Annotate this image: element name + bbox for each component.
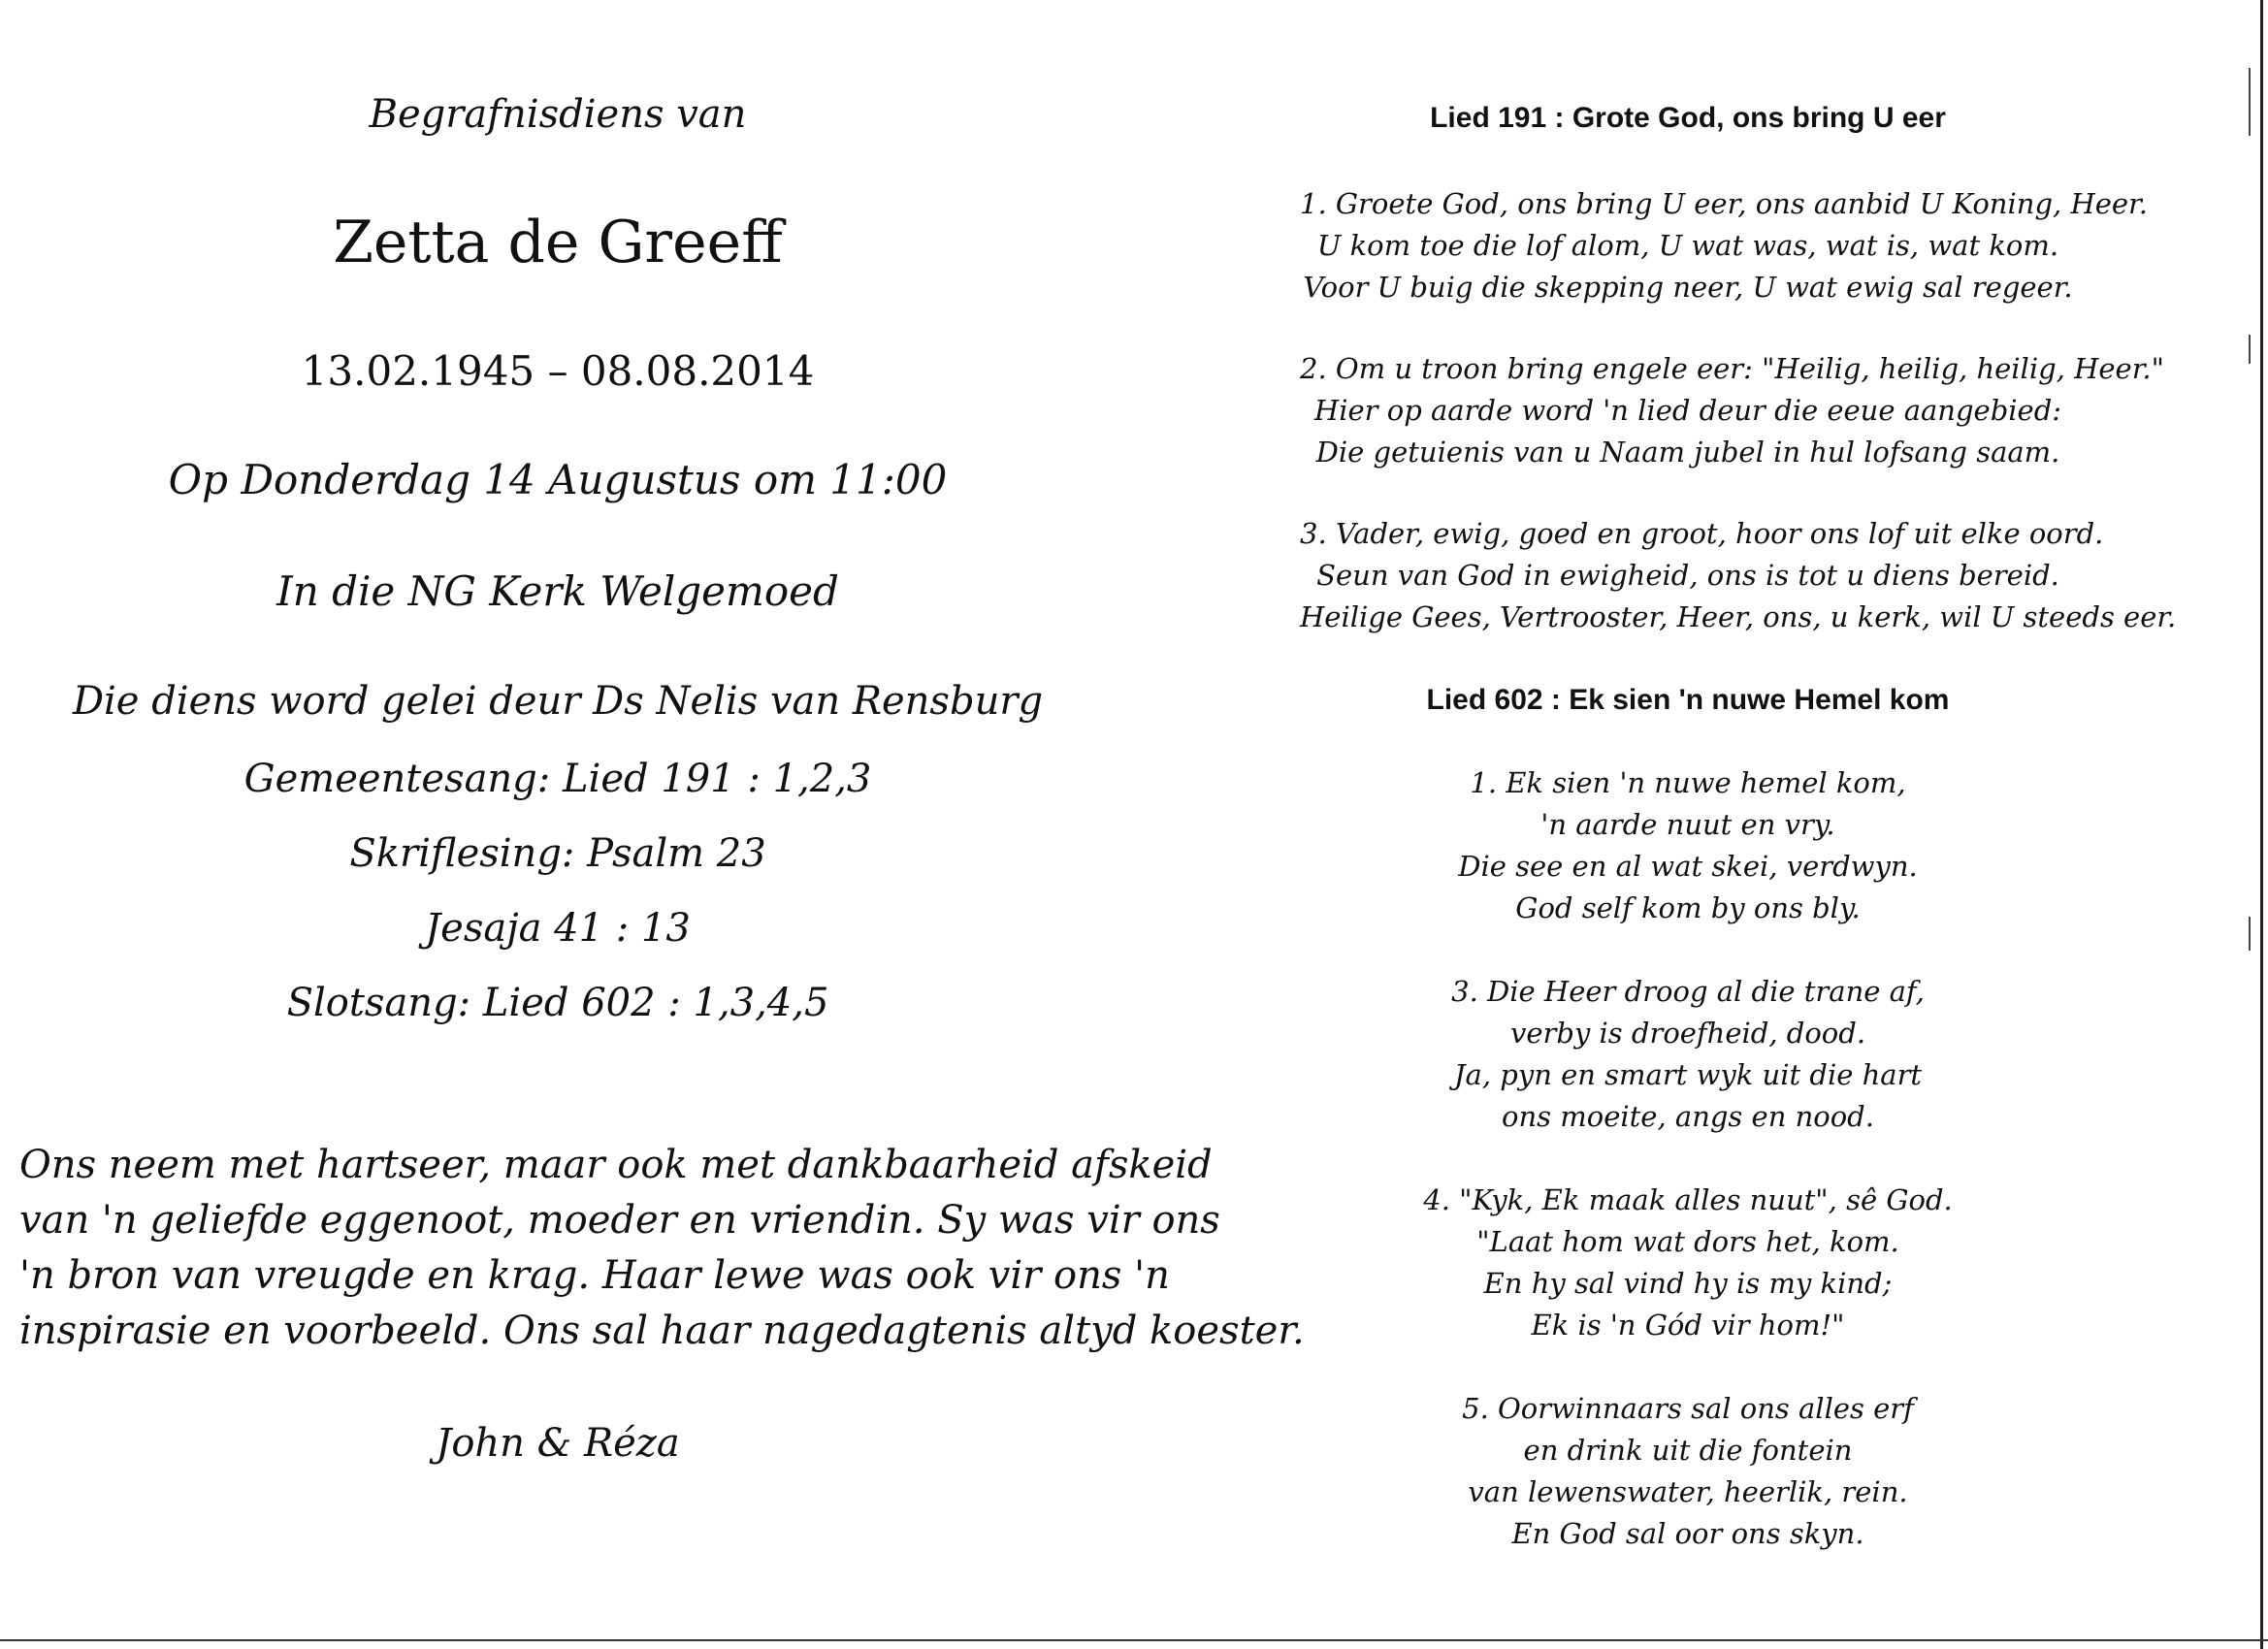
intro-heading: Begrafnisdiens van xyxy=(369,92,747,137)
hymn-verse-line: 1. Ek sien 'n nuwe hemel kom, xyxy=(1470,766,1906,799)
tribute-line: van 'n geliefde eggenoot, moeder en vriendin. Sy was vir ons xyxy=(19,1198,1220,1243)
hymn-verse-line: ons moeite, angs en nood. xyxy=(1502,1100,1874,1133)
hymn-verse-line: U kom toe die lof alom, U wat was, wat is, wat kom. xyxy=(1316,229,2059,262)
hymn-verse-line: En God sal oor ons skyn. xyxy=(1511,1517,1864,1550)
programme-item: Skriflesing: Psalm 23 xyxy=(349,831,766,876)
hymn-verse-line: 1. Groete God, ons bring U eer, ons aanbid U Koning, Heer. xyxy=(1300,187,2148,220)
hymn-verse-line: God self kom by ons bly. xyxy=(1515,891,1861,924)
service-date-time: Op Donderdag 14 Augustus om 11:00 xyxy=(168,456,948,503)
tribute-line: Ons neem met hartseer, maar ook met dankbaarheid afskeid xyxy=(19,1143,1213,1187)
hymn-verse-line: Ja, pyn en smart wyk uit die hart xyxy=(1453,1058,1923,1091)
hymn-verse-line: van lewenswater, heerlik, rein. xyxy=(1468,1475,1908,1508)
programme-item: Slotsang: Lied 602 : 1,3,4,5 xyxy=(286,981,829,1025)
hymn-verse-line: 3. Die Heer droog al die trane af, xyxy=(1451,975,1925,1008)
deceased-name: Zetta de Greeff xyxy=(333,209,783,276)
hymns-column xyxy=(1300,0,2177,1639)
service-location: In die NG Kerk Welgemoed xyxy=(276,567,839,615)
edge-mark xyxy=(2249,917,2251,951)
hymn-title: Lied 602 : Ek sien 'n nuwe Hemel kom xyxy=(1426,684,1950,716)
hymn-verse-line: Voor U buig die skepping neer, U wat ewig sal regeer. xyxy=(1303,271,2073,304)
programme-item: Jesaja 41 : 13 xyxy=(425,906,691,951)
hymn-verse-line: 4. "Kyk, Ek maak alles nuut", sê God. xyxy=(1423,1183,1953,1216)
page-edge-right xyxy=(2260,0,2263,1649)
hymn-verse-line: Seun van God in ewigheid, ons is tot u diens bereid. xyxy=(1316,559,2059,592)
hymn-verse-line: Die see en al wat skei, verdwyn. xyxy=(1458,850,1918,883)
hymn-verse-line: "Laat hom wat dors het, kom. xyxy=(1476,1225,1899,1258)
hymn-verse-line: 3. Vader, ewig, goed en groot, hoor ons lof uit elke oord. xyxy=(1300,517,2104,550)
signature: John & Réza xyxy=(436,1421,680,1466)
hymn-verse-line: Ek is 'n Gód vir hom!" xyxy=(1531,1309,1845,1342)
edge-mark xyxy=(2249,68,2251,136)
hymn-verse-line: 'n aarde nuut en vry. xyxy=(1540,808,1835,841)
hymn-verse-line: Hier op aarde word 'n lied deur die eeue aangebied: xyxy=(1313,394,2062,427)
tribute-line: inspirasie en voorbeeld. Ons sal haar nagedagtenis altyd koester. xyxy=(19,1309,1305,1353)
hymn-verse-line: en drink uit die fontein xyxy=(1523,1434,1853,1467)
hymn-verse-line: verby is droefheid, dood. xyxy=(1509,1017,1866,1050)
edge-mark xyxy=(2249,335,2251,364)
page-edge-bottom xyxy=(0,1639,2268,1641)
hymn-verse-line: 5. Oorwinnaars sal ons alles erf xyxy=(1462,1392,1914,1425)
service-details-column xyxy=(19,0,1305,1639)
tribute-line: 'n bron van vreugde en krag. Haar lewe was ook vir ons 'n xyxy=(19,1253,1170,1298)
hymn-verse-line: Die getuienis van u Naam jubel in hul lofsang saam. xyxy=(1315,436,2060,469)
hymn-verse-line: En hy sal vind hy is my kind; xyxy=(1483,1267,1893,1300)
life-dates: 13.02.1945 – 08.08.2014 xyxy=(301,347,815,395)
service-leader: Die diens word gelei deur Ds Nelis van Rensburg xyxy=(72,679,1044,724)
hymn-verse-line: Heilige Gees, Vertrooster, Heer, ons, u kerk, wil U steeds eer. xyxy=(1300,600,2177,633)
hymn-verse-line: 2. Om u troon bring engele eer: "Heilig, heilig, heilig, Heer." xyxy=(1300,352,2164,385)
hymn-title: Lied 191 : Grote God, ons bring U eer xyxy=(1430,102,1946,134)
programme-item: Gemeentesang: Lied 191 : 1,2,3 xyxy=(243,757,872,801)
